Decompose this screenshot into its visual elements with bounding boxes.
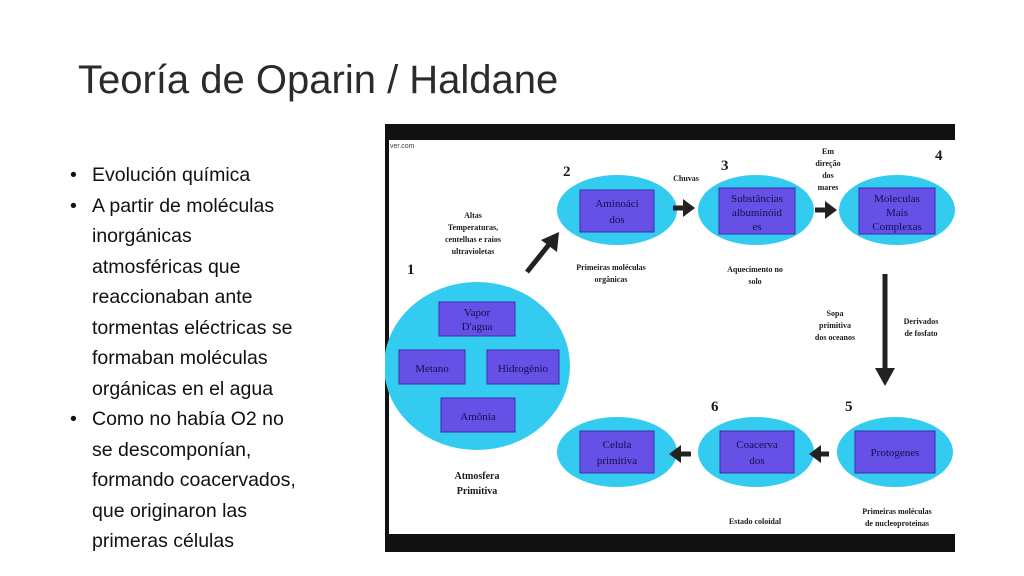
moleculas-label-2: Mais (886, 207, 908, 219)
diagram-svg (385, 124, 955, 552)
soup-label-3: dos oceanos (814, 333, 856, 342)
aminoacidos-label-1: Aminoáci (595, 198, 639, 210)
sea-label-4: mares (817, 183, 839, 192)
amonia-label: Amônia (460, 411, 496, 423)
bullet-item (70, 191, 360, 405)
stage-number-6: 6 (711, 399, 719, 415)
bullet-list (70, 160, 360, 557)
stage-number-1: 1 (407, 262, 415, 278)
stage-number-2: 2 (563, 164, 571, 180)
moleculas-label-1: Moleculas (874, 193, 920, 205)
atmosphere-caption-1: Atmosfera (454, 471, 500, 482)
albuminoides-label-2: albuminóid (731, 207, 783, 219)
bullet-item (70, 160, 360, 191)
arrow-down-to-protogenes (875, 274, 895, 386)
caption-aquecimento-2: solo (748, 277, 762, 286)
heat-label-3: centelhas e raios (445, 235, 501, 244)
sea-label-1: Em (822, 147, 834, 156)
caption-coloidal: Estado coloidal (728, 517, 782, 526)
caption-nucleoproteinas-2: de nucleoproteinas (864, 519, 930, 528)
vapor-label-2: D'agua (461, 321, 493, 333)
coacervados-label-2: dos (749, 455, 765, 467)
caption-aquecimento-1: Aquecimento no (727, 265, 783, 274)
caption-primeiras-2: orgânicas (594, 275, 628, 284)
arrow-to-moleculas (815, 201, 837, 219)
phosphate-label-2: de fosfato (904, 329, 938, 338)
soup-label-1: Sopa (826, 309, 844, 318)
soup-label-2: primitiva (819, 321, 851, 330)
sea-label-3: dos (822, 171, 834, 180)
protogenes-label: Protogenes (870, 447, 920, 459)
bullet-text: A partir de moléculas inorgánicas atmosféricas que reaccionaban ante tormentas eléctricas se formaban moléculas orgánicas en el agua (92, 194, 293, 400)
caption-nucleoproteinas-1: Primeiras moléculas (862, 507, 932, 516)
heat-label-1: Altas (464, 211, 482, 220)
bottom-frame-bar (385, 534, 955, 552)
phosphate-label-1: Derivados (903, 317, 939, 326)
top-frame-bar (385, 124, 955, 140)
atmosphere-caption-2: Primitiva (456, 486, 498, 497)
bullet-text: Como no había O2 no se descomponían, formando coacervados, que originaron las primeras células (92, 408, 296, 552)
celula-label-2: primitiva (596, 455, 638, 467)
stage-number-4: 4 (935, 148, 943, 164)
stage-number-5: 5 (845, 399, 853, 415)
bullet-text: Evolución química (92, 164, 251, 186)
caption-primeiras-1: Primeiras moléculas (576, 263, 646, 272)
arrow-to-aminoacidos (527, 232, 559, 272)
left-frame-bar (385, 124, 389, 552)
moleculas-label-3: Complexas (872, 221, 922, 233)
albuminoides-label-3: es (752, 221, 762, 233)
oparin-haldane-diagram (385, 124, 955, 552)
coacervados-label-1: Coacerva (736, 439, 778, 451)
heat-label-2: Temperaturas, (447, 223, 499, 232)
stage-number-3: 3 (721, 158, 729, 174)
vapor-label-1: Vapor (463, 307, 491, 319)
metano-label: Metano (415, 363, 449, 375)
albuminoides-label-1: Substâncias (731, 193, 783, 205)
slide-title: Teoría de Oparin / Haldane (78, 58, 559, 102)
bullet-item (70, 404, 360, 557)
hidrogenio-label: Hidrogênio (497, 363, 549, 375)
heat-label-4: ultravioletas (451, 247, 495, 256)
sea-label-2: direção (815, 159, 841, 168)
rain-label: Chuvas (673, 174, 699, 183)
aminoacidos-label-2: dos (609, 214, 625, 226)
corner-text: ver.com (390, 143, 415, 150)
celula-label-1: Celula (602, 439, 632, 451)
